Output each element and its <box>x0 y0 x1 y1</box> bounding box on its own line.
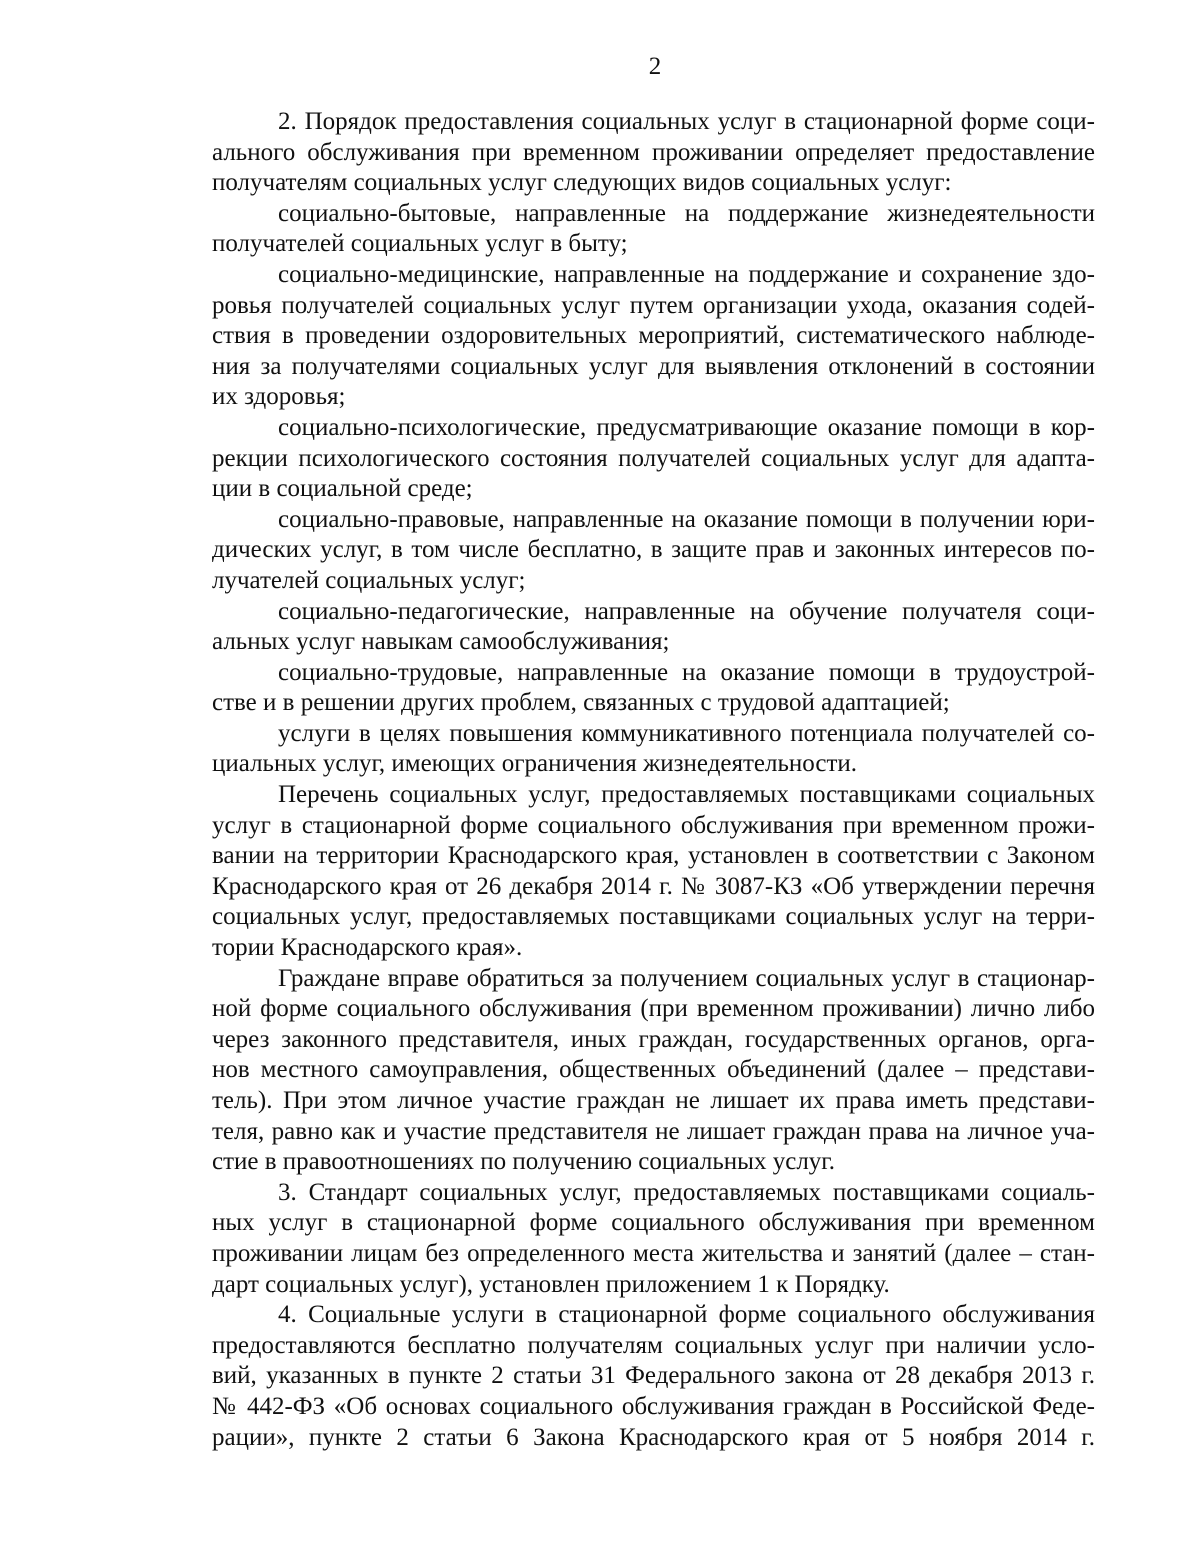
text-line: дарт социальных услуг), установлен приложением 1 к Порядку. <box>212 1270 890 1298</box>
text-line: стие в правоотношениях по получению социальных услуг. <box>212 1148 835 1176</box>
text-line: тории Краснодарского края». <box>212 934 523 962</box>
text-line: вании на территории Краснодарского края, установлен в соответствии с Законом <box>212 842 1095 870</box>
text-line: через законного представителя, иных граждан, государственных органов, орга- <box>212 1025 1095 1053</box>
text-line: стве и в решении других проблем, связанных с трудовой адаптацией; <box>212 689 950 717</box>
text-line: альных услуг навыкам самообслуживания; <box>212 628 670 656</box>
text-line: социально-педагогические, направленные на обучение получателя соци- <box>278 597 1095 625</box>
text-line: 4. Социальные услуги в стационарной форме социального обслуживания <box>278 1301 1095 1329</box>
text-line: ствия в проведении оздоровительных мероприятий, систематического наблюде- <box>212 322 1095 350</box>
text-line: социально-правовые, направленные на оказание помощи в получении юри- <box>278 505 1095 533</box>
text-line: нов местного самоуправления, общественных объединений (далее – представи- <box>212 1056 1095 1084</box>
text-line: услуг в стационарной форме социального обслуживания при временном прожи- <box>212 811 1095 839</box>
text-line: тель). При этом личное участие граждан не лишает их права иметь представи- <box>212 1087 1095 1114</box>
text-line: социально-бытовые, направленные на поддержание жизнедеятельности <box>278 199 1095 227</box>
text-line: услуги в целях повышения коммуникативного потенциала получателей со- <box>278 719 1095 747</box>
document-body <box>212 107 1095 1453</box>
text-line: предоставляются бесплатно получателям социальных услуг при наличии усло- <box>212 1331 1095 1359</box>
text-line: Перечень социальных услуг, предоставляемых поставщиками социальных <box>278 781 1095 809</box>
text-line: теля, равно как и участие представителя не лишает граждан права на личное уча- <box>212 1117 1095 1145</box>
text-line: ния за получателями социальных услуг для выявления отклонений в состоянии <box>212 352 1095 380</box>
text-line: их здоровья; <box>212 383 346 411</box>
text-line: проживании лицам без определенного места жительства и занятий (далее – стан- <box>212 1239 1095 1267</box>
text-line: дических услуг, в том числе бесплатно, в защите прав и законных интересов по- <box>212 536 1095 564</box>
text-line: лучателей социальных услуг; <box>212 566 526 594</box>
text-line: ных услуг в стационарной форме социального обслуживания при временном <box>212 1209 1095 1237</box>
text-line: социально-медицинские, направленные на поддержание и сохранение здо- <box>278 260 1095 288</box>
text-line: ной форме социального обслуживания (при временном проживании) лично либо <box>212 995 1095 1023</box>
text-line: № 442-ФЗ «Об основах социального обслуживания граждан в Российской Феде- <box>212 1392 1095 1420</box>
text-line: 3. Стандарт социальных услуг, предоставляемых поставщиками социаль- <box>278 1178 1095 1206</box>
text-line: Граждане вправе обратиться за получением социальных услуг в стационар- <box>278 964 1095 992</box>
page-number: 2 <box>648 53 662 80</box>
text-line: получателей социальных услуг в быту; <box>212 230 628 258</box>
text-line: рекции психологического состояния получателей социальных услуг для адапта- <box>212 444 1095 472</box>
text-line: социальных услуг, предоставляемых поставщиками социальных услуг на терри- <box>212 903 1095 931</box>
text-line: социально-психологические, предусматривающие оказание помощи в кор- <box>278 413 1095 441</box>
text-line: ровья получателей социальных услуг путем организации ухода, оказания содей- <box>212 291 1095 319</box>
text-line: получателям социальных услуг следующих видов социальных услуг: <box>212 169 952 197</box>
text-line: ального обслуживания при временном проживании определяет предоставление <box>212 138 1095 166</box>
text-line: вий, указанных в пункте 2 статьи 31 Федерального закона от 28 декабря 2013 г. <box>212 1362 1095 1390</box>
text-line: ции в социальной среде; <box>212 475 473 503</box>
text-line: Краснодарского края от 26 декабря 2014 г. № 3087-КЗ «Об утверждении перечня <box>212 872 1095 900</box>
text-line: социально-трудовые, направленные на оказание помощи в трудоустрой- <box>278 658 1095 686</box>
text-line: 2. Порядок предоставления социальных услуг в стационарной форме соци- <box>278 108 1095 135</box>
text-line: циальных услуг, имеющих ограничения жизнедеятельности. <box>212 750 858 778</box>
text-line: рации», пункте 2 статьи 6 Закона Краснодарского края от 5 ноября 2014 г. <box>212 1423 1095 1451</box>
